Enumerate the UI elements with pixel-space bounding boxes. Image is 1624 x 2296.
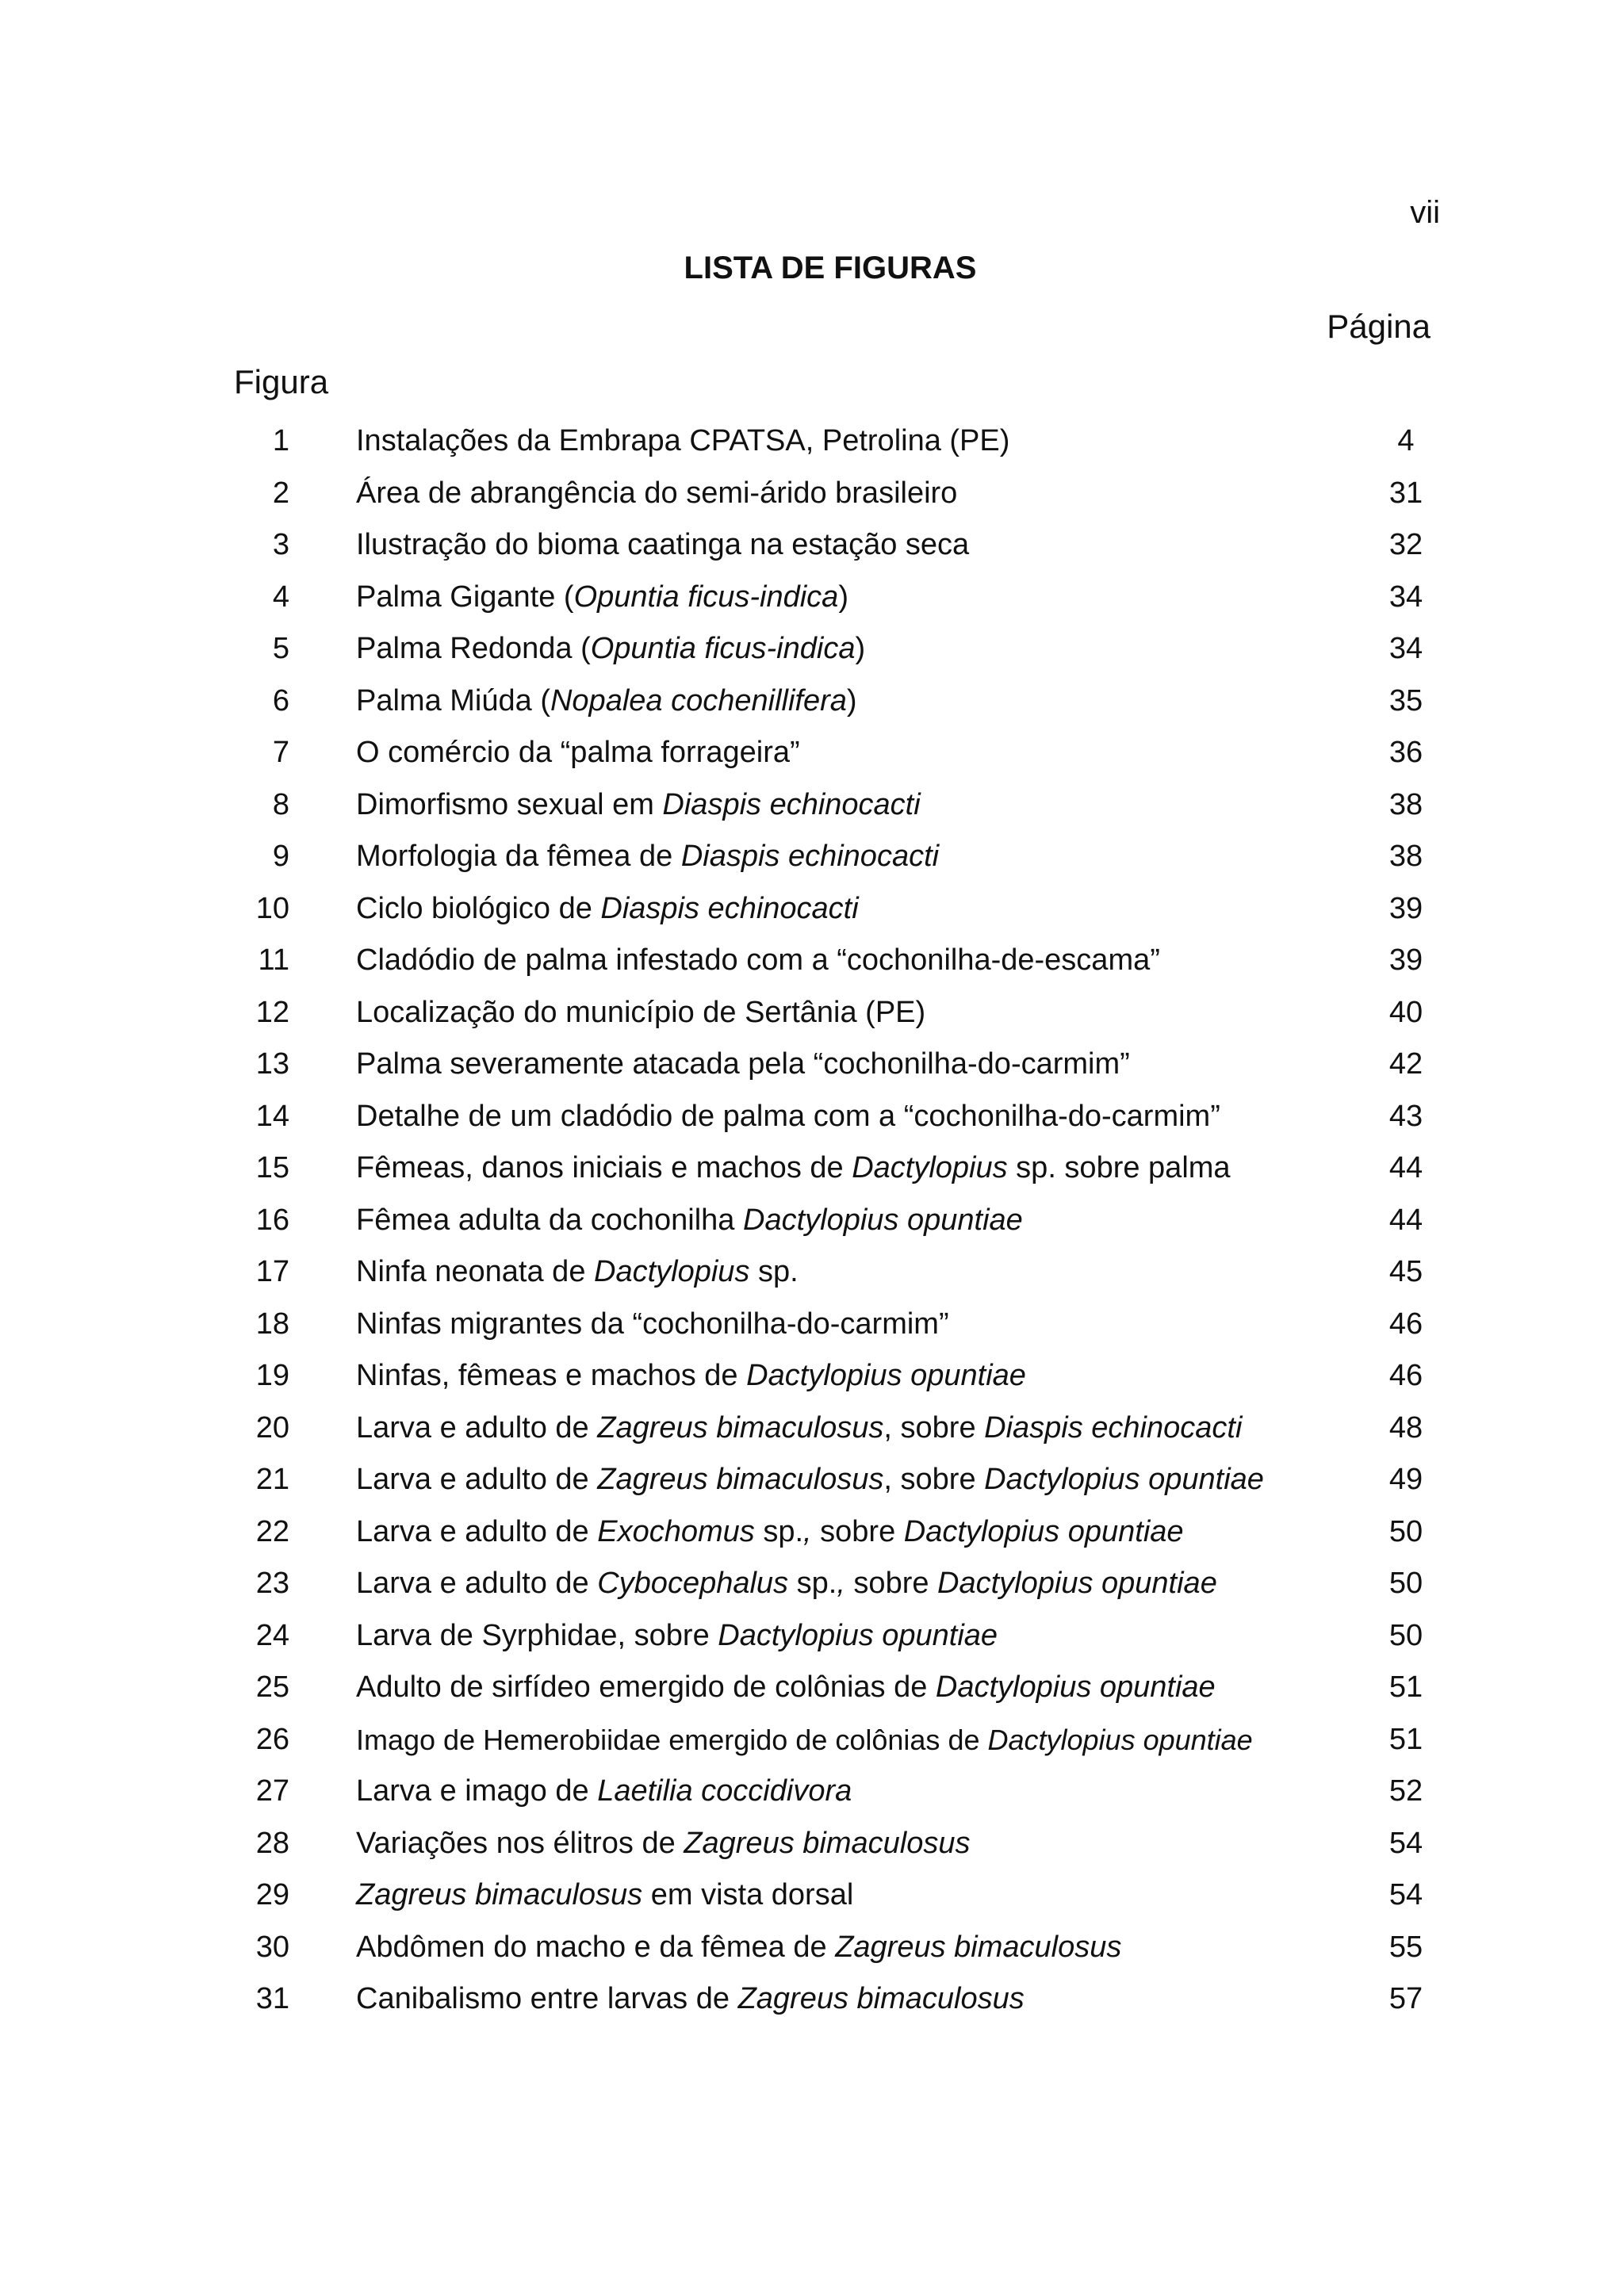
- figure-number: 28: [255, 1826, 289, 1860]
- page-number: vii: [1410, 195, 1440, 230]
- figure-number: 18: [255, 1307, 289, 1341]
- caption-part: Adulto de sirfídeo emergido de colônias de: [356, 1670, 936, 1704]
- caption-part: Canibalismo entre larvas de: [356, 1982, 738, 2015]
- caption-italic-part: Opuntia ficus-indica: [573, 580, 839, 614]
- caption-part: sobre: [811, 1514, 904, 1548]
- figure-caption: [356, 572, 848, 624]
- caption-italic-part: Exochomus: [597, 1514, 755, 1548]
- figure-row: [0, 1869, 1624, 1922]
- figure-caption: [356, 1039, 1130, 1091]
- figure-page: 35: [1388, 683, 1423, 718]
- caption-italic-part: Dactylopius opuntiae: [937, 1567, 1217, 1600]
- caption-italic-part: ,: [837, 1567, 845, 1600]
- figure-page: 45: [1388, 1255, 1423, 1288]
- caption-part: Larva de Syrphidae, sobre: [356, 1618, 718, 1652]
- caption-part: Palma severamente atacada pela “cochonilha-do-carmim”: [356, 1047, 1130, 1081]
- figure-caption: [356, 1350, 1026, 1402]
- caption-part: O comércio da “palma forrageira”: [356, 736, 800, 769]
- figure-row: [0, 831, 1624, 883]
- figure-page: 51: [1388, 1722, 1423, 1756]
- figure-caption: [356, 623, 865, 675]
- figure-number: 31: [255, 1982, 289, 2015]
- figure-caption: [356, 1246, 799, 1299]
- figure-page: 44: [1388, 1151, 1423, 1184]
- figure-number: 12: [255, 995, 289, 1029]
- caption-italic-part: Dactylopius opuntiae: [935, 1670, 1216, 1704]
- figure-caption: [356, 779, 921, 832]
- caption-italic-part: Dactylopius opuntiae: [743, 1203, 1023, 1237]
- figure-row: [0, 1766, 1624, 1818]
- figure-caption: [356, 1818, 970, 1870]
- caption-part: sp.: [788, 1567, 837, 1600]
- figure-page: 44: [1388, 1203, 1423, 1237]
- caption-italic-part: Diaspis echinocacti: [680, 840, 940, 873]
- figure-caption: [356, 1402, 1242, 1455]
- figure-number: 7: [272, 736, 289, 769]
- figure-page: 40: [1388, 995, 1423, 1029]
- figure-number: 22: [255, 1514, 289, 1548]
- figure-page: 46: [1388, 1307, 1423, 1341]
- column-header-figure: Figura: [234, 363, 329, 400]
- caption-italic-part: Zagreus bimaculosus: [356, 1878, 643, 1911]
- figure-page: 55: [1388, 1930, 1423, 1964]
- figure-caption: [356, 1299, 949, 1351]
- figure-number: 21: [255, 1463, 289, 1496]
- figure-number: 5: [272, 632, 289, 665]
- figure-number: 26: [255, 1722, 289, 1756]
- figure-caption: [356, 1091, 1220, 1143]
- figure-page: 50: [1388, 1514, 1423, 1548]
- caption-part: sp. sobre palma: [1007, 1151, 1231, 1184]
- figure-row: [0, 1195, 1624, 1247]
- caption-part: Ciclo biológico de: [356, 891, 601, 925]
- figure-page: 34: [1388, 632, 1423, 665]
- caption-italic-part: Dactylopius opuntiae: [987, 1723, 1253, 1756]
- figure-number: 23: [255, 1567, 289, 1600]
- caption-part: Ninfas, fêmeas e machos de: [356, 1359, 747, 1392]
- caption-part: ): [855, 632, 866, 665]
- caption-part: sp.: [749, 1255, 799, 1288]
- figure-page: 4: [1397, 424, 1415, 457]
- figure-row: [0, 572, 1624, 624]
- figure-page: 39: [1388, 891, 1423, 925]
- figure-caption: [356, 1922, 1121, 1974]
- figure-row: [0, 415, 1624, 468]
- caption-italic-part: Dactylopius opuntiae: [718, 1618, 998, 1652]
- figure-row: [0, 1610, 1624, 1663]
- caption-part: Localização do município de Sertânia (PE): [356, 995, 926, 1029]
- figure-number: 8: [272, 787, 289, 821]
- figure-caption: [356, 1766, 852, 1818]
- figure-caption: [356, 415, 1009, 468]
- caption-italic-part: Zagreus bimaculosus: [597, 1410, 884, 1445]
- figure-page: 32: [1388, 528, 1423, 561]
- figure-caption: [356, 1714, 1253, 1766]
- caption-part: Instalações da Embrapa CPATSA, Petrolina (PE): [356, 424, 1010, 457]
- figure-row: [0, 1506, 1624, 1559]
- figure-page: 50: [1388, 1567, 1423, 1600]
- caption-part: Imago de Hemerobiidae emergido de colônias de: [356, 1723, 988, 1756]
- caption-part: ): [838, 580, 848, 614]
- figure-caption: [356, 935, 1160, 987]
- figure-page: 54: [1388, 1826, 1423, 1860]
- caption-part: Variações nos élitros de: [356, 1826, 684, 1860]
- figure-number: 9: [272, 840, 289, 873]
- figure-number: 17: [255, 1255, 289, 1288]
- figure-row: [0, 1662, 1624, 1714]
- caption-part: Larva e adulto de: [356, 1567, 598, 1600]
- figure-page: 43: [1388, 1099, 1423, 1133]
- figure-caption: [356, 675, 857, 728]
- figure-page: 52: [1388, 1774, 1423, 1808]
- figure-caption: [356, 727, 800, 779]
- caption-italic-part: Laetilia coccidivora: [597, 1774, 852, 1808]
- caption-part: Ilustração do bioma caatinga na estação seca: [356, 528, 970, 561]
- figure-row: [0, 1558, 1624, 1610]
- figure-caption: [356, 1142, 1231, 1195]
- figure-caption: [356, 987, 925, 1039]
- figure-number: 13: [255, 1047, 289, 1081]
- figure-caption: [356, 1610, 998, 1663]
- caption-part: Ninfa neonata de: [356, 1255, 595, 1288]
- caption-part: em vista dorsal: [642, 1878, 854, 1911]
- figure-list: [0, 415, 1624, 2026]
- caption-part: ): [846, 683, 857, 718]
- figure-row: [0, 519, 1624, 572]
- caption-italic-part: Nopalea cochenillifera: [550, 683, 847, 718]
- figure-page: 36: [1388, 736, 1423, 769]
- caption-part: Larva e adulto de: [356, 1410, 598, 1445]
- figure-page: 49: [1388, 1463, 1423, 1496]
- caption-italic-part: Dactylopius opuntiae: [984, 1463, 1264, 1496]
- caption-italic-part: Diaspis echinocacti: [984, 1410, 1243, 1445]
- figure-row: [0, 1454, 1624, 1506]
- figure-number: 29: [255, 1878, 289, 1911]
- figure-number: 4: [272, 580, 289, 614]
- figure-row: [0, 727, 1624, 779]
- caption-italic-part: Zagreus bimaculosus: [737, 1982, 1025, 2015]
- figure-number: 14: [255, 1099, 289, 1133]
- figure-page: 34: [1388, 580, 1423, 614]
- caption-part: Larva e adulto de: [356, 1514, 598, 1548]
- caption-part: Dimorfismo sexual em: [356, 787, 663, 821]
- caption-italic-part: Dactylopius: [852, 1151, 1008, 1184]
- caption-part: , sobre: [883, 1463, 985, 1496]
- figure-row: [0, 935, 1624, 987]
- figure-row: [0, 1299, 1624, 1351]
- figure-number: 27: [255, 1774, 289, 1808]
- caption-part: Palma Redonda (: [356, 632, 591, 665]
- figure-caption: [356, 1454, 1264, 1506]
- figure-page: 51: [1388, 1670, 1423, 1704]
- caption-italic-part: Zagreus bimaculosus: [835, 1930, 1122, 1964]
- caption-part: sobre: [845, 1567, 938, 1600]
- caption-part: Palma Miúda (: [356, 683, 550, 718]
- figure-number: 25: [255, 1670, 289, 1704]
- figure-row: [0, 1091, 1624, 1143]
- column-header-page: Página: [1327, 308, 1431, 345]
- figure-caption: [356, 831, 939, 883]
- figure-number: 6: [272, 683, 289, 718]
- figure-caption: [356, 1195, 1023, 1247]
- figure-number: 15: [255, 1151, 289, 1184]
- caption-part: Palma Gigante (: [356, 580, 574, 614]
- figure-row: [0, 1714, 1624, 1766]
- caption-italic-part: Diaspis echinocacti: [662, 787, 921, 821]
- figure-number: 2: [272, 476, 289, 510]
- caption-part: Abdômen do macho e da fêmea de: [356, 1930, 836, 1964]
- caption-italic-part: Cybocephalus: [597, 1567, 789, 1600]
- caption-italic-part: Diaspis echinocacti: [600, 891, 859, 925]
- figure-number: 11: [258, 943, 289, 977]
- caption-part: sp.: [754, 1514, 804, 1548]
- figure-caption: [356, 1506, 1184, 1559]
- caption-italic-part: Dactylopius opuntiae: [746, 1359, 1026, 1392]
- figure-row: [0, 1350, 1624, 1402]
- page-title: LISTA DE FIGURAS: [684, 251, 977, 285]
- figure-caption: [356, 519, 969, 572]
- figure-number: 20: [255, 1410, 289, 1445]
- figure-row: [0, 468, 1624, 520]
- caption-part: Detalhe de um cladódio de palma com a “cochonilha-do-carmim”: [356, 1099, 1220, 1133]
- figure-page: 54: [1388, 1878, 1423, 1911]
- caption-italic-part: Dactylopius: [594, 1255, 750, 1288]
- figure-page: 42: [1388, 1047, 1423, 1081]
- figure-number: 19: [255, 1359, 289, 1392]
- figure-page: 48: [1388, 1410, 1423, 1445]
- caption-part: Cladódio de palma infestado com a “cochonilha-de-escama”: [356, 943, 1160, 977]
- figure-page: 38: [1388, 840, 1423, 873]
- figure-row: [0, 1142, 1624, 1195]
- figure-caption: [356, 1558, 1217, 1610]
- caption-italic-part: Zagreus bimaculosus: [684, 1826, 971, 1860]
- caption-part: Larva e imago de: [356, 1774, 598, 1808]
- figure-caption: [356, 468, 957, 520]
- caption-part: Larva e adulto de: [356, 1463, 598, 1496]
- figure-page: 50: [1388, 1618, 1423, 1652]
- figure-number: 16: [255, 1203, 289, 1237]
- figure-row: [0, 987, 1624, 1039]
- figure-row: [0, 1402, 1624, 1455]
- figure-number: 3: [272, 528, 289, 561]
- caption-italic-part: Opuntia ficus-indica: [590, 632, 856, 665]
- caption-part: Fêmeas, danos iniciais e machos de: [356, 1151, 852, 1184]
- caption-italic-part: Dactylopius opuntiae: [903, 1514, 1184, 1548]
- figure-page: 38: [1388, 787, 1423, 821]
- caption-part: Ninfas migrantes da “cochonilha-do-carmim”: [356, 1307, 949, 1341]
- figure-row: [0, 1246, 1624, 1299]
- figure-number: 24: [255, 1618, 289, 1652]
- figure-number: 1: [272, 424, 289, 457]
- figure-number: 30: [255, 1930, 289, 1964]
- figure-page: 57: [1388, 1982, 1423, 2015]
- figure-number: 10: [255, 891, 289, 925]
- figure-page: 46: [1388, 1359, 1423, 1392]
- figure-row: [0, 1973, 1624, 2026]
- figure-caption: [356, 1973, 1025, 2026]
- figure-page: 31: [1388, 476, 1423, 510]
- caption-part: Fêmea adulta da cochonilha: [356, 1203, 743, 1237]
- figure-caption: [356, 1869, 853, 1922]
- figure-caption: [356, 1662, 1216, 1714]
- caption-part: , sobre: [883, 1410, 985, 1445]
- figure-row: [0, 1039, 1624, 1091]
- figure-row: [0, 675, 1624, 728]
- figure-row: [0, 883, 1624, 936]
- figure-row: [0, 779, 1624, 832]
- figure-row: [0, 1922, 1624, 1974]
- caption-part: Área de abrangência do semi-árido brasileiro: [356, 476, 958, 510]
- figure-row: [0, 623, 1624, 675]
- caption-part: Morfologia da fêmea de: [356, 840, 681, 873]
- caption-italic-part: ,: [803, 1514, 812, 1548]
- figure-caption: [356, 883, 859, 936]
- figure-row: [0, 1818, 1624, 1870]
- figure-page: 39: [1388, 943, 1423, 977]
- caption-italic-part: Zagreus bimaculosus: [597, 1463, 884, 1496]
